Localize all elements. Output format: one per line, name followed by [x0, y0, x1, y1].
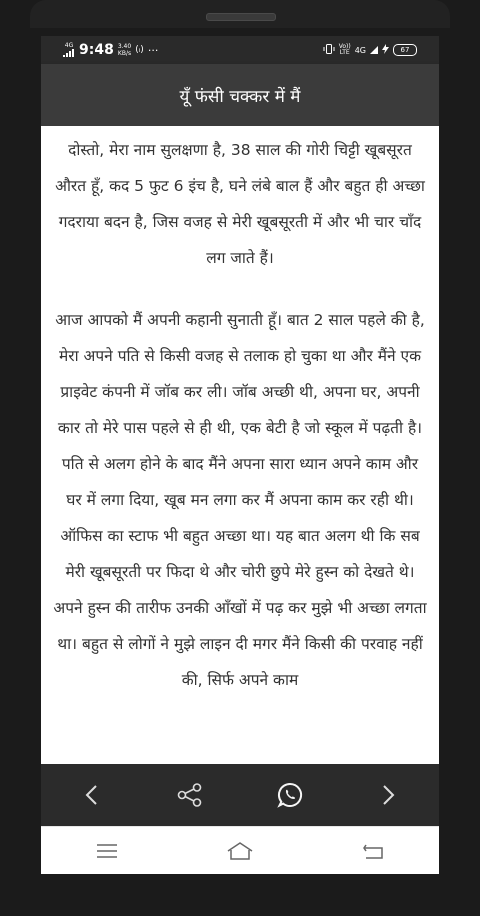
previous-button[interactable]: [66, 770, 116, 820]
charging-icon: [382, 44, 389, 57]
system-nav-bar: [41, 826, 439, 874]
next-button[interactable]: [364, 770, 414, 820]
app-bar: [41, 64, 439, 126]
back-button[interactable]: [348, 831, 398, 871]
status-right: [323, 44, 439, 57]
share-button[interactable]: [165, 770, 215, 820]
whatsapp-icon: [277, 782, 303, 808]
signal-icon: 4G: [63, 43, 75, 57]
paragraph-gap: [53, 276, 427, 302]
menu-button[interactable]: [82, 831, 132, 871]
story-paragraph: ऑफिस का स्टाफ भी बहुत अच्छा था। यह बात अलग थी कि सब मेरी खूबसूरती पर फिदा थे और चोरी छुपे मेरे हुस्न को देखते थे। अपने हुस्न की तारीफ उनकी आँखों में पढ़ कर मुझे भी अच्छा लगता था। बहुत से लोगों ने मुझे लाइन दी मगर मैंने किसी की परवाह नहीं की, सिर्फ अपने काम: [53, 527, 427, 689]
chevron-right-icon: [382, 784, 396, 806]
phone-screen: [41, 36, 439, 874]
status-left: [41, 42, 158, 58]
phone-speaker: [206, 13, 276, 21]
story-content[interactable]: [41, 126, 439, 764]
vibrate-icon: [323, 44, 335, 57]
home-button[interactable]: [215, 831, 265, 871]
network-speed: 3.40 KB/s: [117, 43, 132, 57]
status-bar: [41, 36, 439, 64]
signal-right-icon: [370, 44, 378, 57]
menu-icon: [96, 843, 118, 859]
back-icon: [362, 842, 384, 860]
more-notifications: ···: [147, 43, 159, 57]
battery-icon: 67: [393, 44, 417, 56]
home-icon: [226, 842, 254, 860]
share-icon: [177, 783, 203, 807]
whatsapp-share-button[interactable]: [265, 770, 315, 820]
story-paragraph: दोस्तो, मेरा नाम सुलक्षणा है, 38 साल की गोरी चिट्टी खूबसूरत औरत हूँ, कद 5 फुट 6 इंच है, घने लंबे बाल हैं और बहुत ही अच्छा गदराया बदन है, जिस वजह से मेरी खूबसूरती में और भी चार चाँद लग जाते हैं।: [55, 141, 425, 267]
story-paragraph: आज आपको मैं अपनी कहानी सुनाती हूँ। बात 2 साल पहले की है, मेरा अपने पति से किसी वजह से तलाक हो चुका था और मैंने एक प्राइवेट कंपनी में जॉब कर ली। जॉब अच्छी थी, अपना घर, अपनी कार तो मेरे पास पहले से ही थी, एक बेटी है जो स्कूल में पढ़ती है।: [55, 311, 425, 437]
story-paragraph: पति से अलग होने के बाद मैंने अपना सारा ध्यान अपने काम और घर में लगा दिया, खूब मन लगा कर मैं अपना काम कर रही थी।: [61, 455, 419, 509]
network-4g: 4G: [354, 45, 366, 55]
clock: 9:48: [79, 42, 114, 58]
hotspot-icon: (ᵢ): [135, 45, 144, 55]
volte-indicator: Vo)) LTE: [338, 43, 351, 56]
chevron-left-icon: [84, 784, 98, 806]
story-text: [41, 126, 439, 698]
story-title: यूँ फंसी चक्कर में मैं: [179, 86, 301, 107]
bottom-action-bar: [41, 764, 439, 826]
